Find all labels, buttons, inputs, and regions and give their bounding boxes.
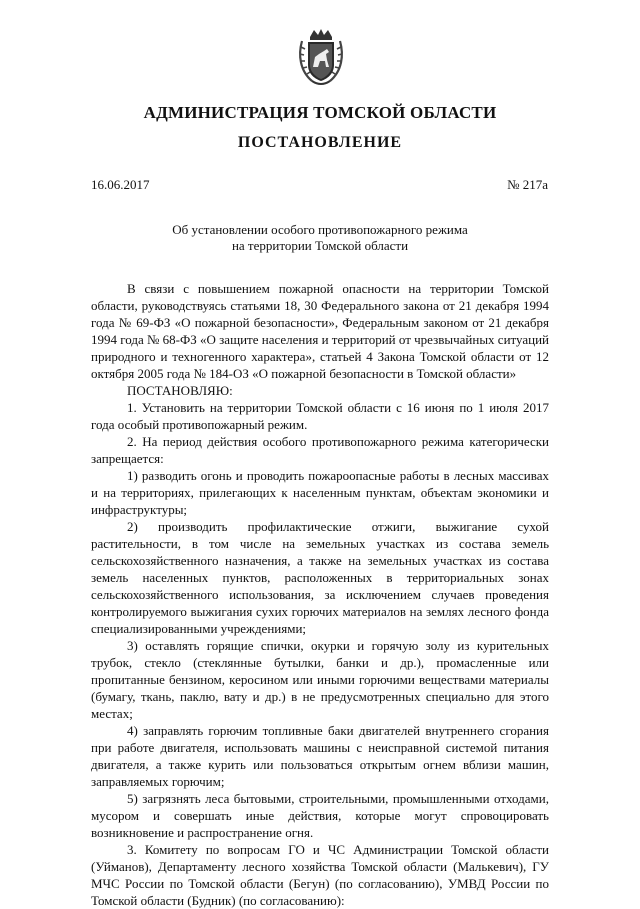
title-line-1: Об установлении особого противопожарного режима (172, 222, 468, 237)
document-number: № 217а (507, 177, 548, 192)
title-line-2: на территории Томской области (231, 238, 409, 253)
clause-2-item-3: 3) оставлять горящие спички, окурки и горячую золу из курительных трубок, стекло (стеклянные бутылки, банки и др.), промасленные или пропитанные бензином, керосином или иными горючими веществами материалы (бумагу, ткань, паклю, вату и др.) в не предусмотренных специально для этого местах; (91, 638, 549, 721)
clause-1: 1. Установить на территории Томской области с 16 июня по 1 июля 2017 года особый противопожарный режим. (91, 400, 549, 432)
document-body (91, 280, 549, 909)
clause-2-item-5: 5) загрязнять леса бытовыми, строительными, промышленными отходами, мусором и совершать иные действия, которые могут спровоцировать возникновение и распространение огня. (91, 791, 549, 840)
clause-2-item-2: 2) производить профилактические отжиги, выжигание сухой растительности, в том числе на земельных участках из состава земель сельскохозяйственного назначения, а также на земельных участках из состава земель населенных пунктов, расположенных в территориальных зонах сельскохозяйственного использования, за исключением случаев проведения контролируемого выжигания сухих горючих материалов на землях лесного фонда специализированными учреждениями; (91, 519, 549, 636)
document-type: ПОСТАНОВЛЕНИЕ (237, 134, 403, 151)
resolve-heading: ПОСТАНОВЛЯЮ: (127, 383, 233, 398)
clause-2-item-4: 4) заправлять горючим топливные баки двигателей внутреннего сгорания при работе двигателя, использовать машины с неисправной системой питания двигателя, а также курить или пользоваться открытым огнем вблизи машин, заправляемых горючим; (91, 723, 549, 789)
organization-name: АДМИНИСТРАЦИЯ ТОМСКОЙ ОБЛАСТИ (143, 103, 497, 122)
document-date: 16.06.2017 (91, 177, 150, 192)
clause-2-item-1: 1) разводить огонь и проводить пожароопасные работы в лесных массивах и на территориях, прилегающих к населенным пунктам, объектам экономики и инфраструктуры; (91, 468, 549, 517)
coat-of-arms-icon (296, 27, 346, 89)
preamble-paragraph: В связи с повышением пожарной опасности на территории Томской области, руководствуясь статьями 18, 30 Федерального закона от 21 декабря 1994 года № 69-ФЗ «О пожарной безопасности», Федеральным законом от 21 декабря 1994 года № 68-ФЗ «О защите населения и территорий от чрезвычайных ситуаций природного и техногенного характера», статьей 4 Закона Томской области от 12 октября 2005 года № 184-ОЗ «О пожарной безопасности в Томской области» (91, 281, 550, 381)
clause-3: 3. Комитету по вопросам ГО и ЧС Администрации Томской области (Уйманов), Департаменту лесного хозяйства Томской области (Малькевич), ГУ МЧС России по Томской области (Бегун) (по согласованию), УМВД России по Томской области (Будник) (по согласованию): (91, 842, 549, 908)
clause-2: 2. На период действия особого противопожарного режима категорически запрещается: (91, 434, 549, 466)
document-title (0, 222, 640, 254)
